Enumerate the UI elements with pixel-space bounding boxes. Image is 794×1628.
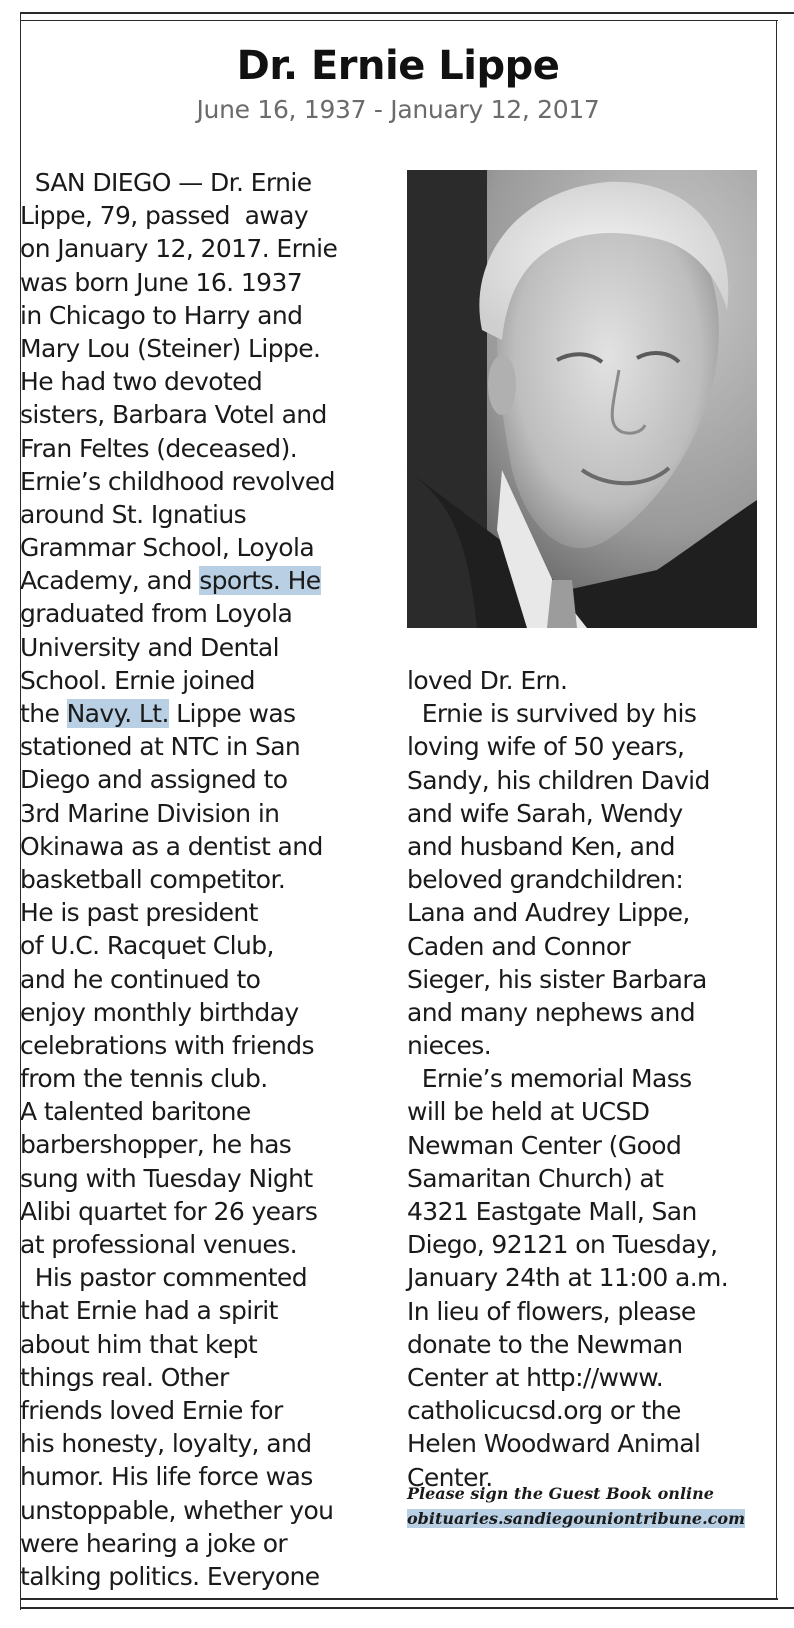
line-text: Lippe was (168, 699, 296, 728)
right-column-line: will be held at UCSD (407, 1097, 650, 1127)
left-column-line: things real. Other (20, 1362, 229, 1392)
left-column-line: on January 12, 2017. Ernie (20, 234, 338, 264)
right-column (407, 664, 767, 1494)
obituary-title: Dr. Ernie Lippe (236, 43, 560, 89)
left-column-line: He is past president (20, 898, 258, 928)
left-column-line: that Ernie had a spirit (20, 1296, 278, 1326)
right-column-line: Samaritan Church) at (407, 1163, 664, 1193)
left-column-line: humor. His life force was (20, 1462, 313, 1492)
guest-book-link[interactable]: obituaries.sandiegouniontribune.com (407, 1509, 745, 1528)
left-column-line: barbershopper, he has (20, 1130, 292, 1160)
right-column-line: Ernie’s memorial Mass (407, 1064, 692, 1094)
right-column-line: and wife Sarah, Wendy (407, 798, 683, 828)
guest-book-text: Please sign the Guest Book online (407, 1484, 714, 1503)
right-column-line: beloved grandchildren: (407, 865, 684, 895)
left-column-line: 3rd Marine Division in (20, 798, 280, 828)
left-column-line: around St. Ignatius (20, 499, 247, 529)
bottom-rule (20, 1598, 778, 1600)
left-column-line: Grammar School, Loyola (20, 533, 315, 563)
right-column-line: Lana and Audrey Lippe, (407, 898, 690, 928)
left-column-line (20, 564, 380, 597)
right-column-line: Caden and Connor (407, 931, 631, 961)
line-text: Academy, and (20, 566, 200, 596)
highlighted-text: sports. He (199, 566, 321, 596)
guest-book-note (407, 1481, 745, 1531)
left-column-line: unstoppable, whether you (20, 1495, 334, 1525)
right-rule (776, 20, 777, 1598)
left-column-line: were hearing a joke or (20, 1528, 288, 1558)
right-column-line: Sandy, his children David (407, 765, 710, 795)
left-column-line: about him that kept (20, 1329, 258, 1359)
left-column-line: A talented baritone (20, 1097, 251, 1127)
right-column-line: Sieger, his sister Barbara (407, 964, 707, 994)
left-column-line: Mary Lou (Steiner) Lippe. (20, 333, 321, 363)
right-column-line: Helen Woodward Animal (407, 1429, 701, 1459)
left-column-line: His pastor commented (20, 1263, 307, 1293)
right-column-line: Newman Center (Good (407, 1130, 682, 1160)
right-column-line: Diego, 92121 on Tuesday, (407, 1230, 718, 1260)
right-column-line: catholicucsd.org or the (407, 1396, 681, 1426)
left-column-line: friends loved Ernie for (20, 1395, 283, 1425)
left-column-line: Diego and assigned to (20, 765, 288, 795)
left-column-line: stationed at NTC in San (20, 732, 301, 762)
left-column-line: He had two devoted (20, 367, 263, 397)
right-column-line: loved Dr. Ern. (407, 666, 568, 695)
left-column-line: in Chicago to Harry and (20, 300, 303, 330)
left-column-line: talking politics. Everyone (20, 1561, 320, 1591)
obituary-dates: June 16, 1937 - January 12, 2017 (196, 95, 600, 124)
right-column-line: Ernie is survived by his (407, 699, 697, 729)
left-column-line: sisters, Barbara Votel and (20, 400, 327, 430)
highlighted-text: Navy. Lt. (66, 699, 169, 728)
left-column-line: at professional venues. (20, 1230, 297, 1259)
left-column-line: Fran Feltes (deceased). (20, 433, 298, 463)
right-column-line: Center. (407, 1462, 493, 1492)
left-column-line: SAN DIEGO — Dr. Ernie (20, 168, 312, 197)
left-column-line: Lippe, 79, passed away (20, 201, 309, 231)
left-column-line: Ernie’s childhood revolved (20, 466, 335, 496)
right-column-line: and many nephews and (407, 997, 696, 1027)
left-column-line: enjoy monthly birthday (20, 997, 299, 1027)
left-column-line: his honesty, loyalty, and (20, 1429, 312, 1459)
bottom-outer-rule (20, 1607, 794, 1609)
left-column-line: and he continued to (20, 964, 261, 994)
line-text: the (20, 699, 67, 728)
left-column-line: basketball competitor. (20, 864, 286, 894)
portrait-image (407, 170, 757, 628)
right-column-line: In lieu of flowers, please (407, 1296, 696, 1326)
left-column-line: University and Dental (20, 632, 279, 662)
top-inner-rule (20, 20, 778, 21)
left-column-line: School. Ernie joined (20, 665, 255, 695)
right-column-line: January 24th at 11:00 a.m. (407, 1263, 729, 1293)
right-column-line: loving wife of 50 years, (407, 732, 685, 762)
right-column-line: Center at http://www. (407, 1362, 664, 1392)
left-column-line: was born June 16. 1937 (20, 267, 303, 297)
left-column-line: of U.C. Racquet Club, (20, 931, 274, 961)
left-column-line: celebrations with friends (20, 1030, 314, 1060)
left-column-line: graduated from Loyola (20, 599, 293, 629)
right-column-line: and husband Ken, and (407, 831, 675, 861)
right-column-line: 4321 Eastgate Mall, San (407, 1197, 697, 1226)
left-column-line: Alibi quartet for 26 years (20, 1196, 318, 1226)
left-column-line: sung with Tuesday Night (20, 1163, 313, 1193)
portrait-photo (407, 170, 757, 628)
right-column-line: donate to the Newman (407, 1329, 683, 1359)
top-rule (20, 12, 794, 14)
left-column (20, 166, 380, 1593)
right-column-line: nieces. (407, 1031, 492, 1061)
left-column-line (20, 697, 380, 730)
left-column-line: Okinawa as a dentist and (20, 831, 323, 861)
left-column-line: from the tennis club. (20, 1064, 268, 1094)
